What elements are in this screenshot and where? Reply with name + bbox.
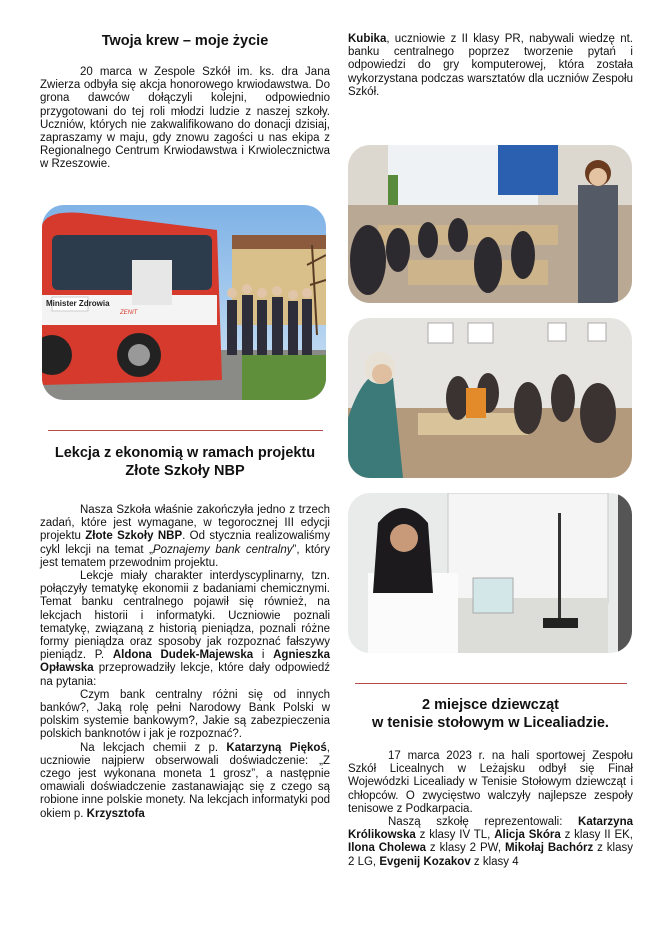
article-paragraph: Na lekcjach chemii z p. Katarzyną Piękoś, uczniowie najpierw obserwowali doświadczenie: „Z czego jest wykonana moneta 1 grosz”, a następnie omawiali doświadczenie zastanawiając się z czego są robione inne polskie monety. Na lekcjach informatyki pod okiem p. Krzysztofa — [40, 741, 330, 820]
article-blood-donation — [40, 32, 330, 172]
blood-donation-bus-photo — [42, 205, 326, 400]
article-paragraph: Lekcje miały charakter interdyscyplinarny, tzn. połączyły tematykę ekonomii z badaniami chemicznymi. Temat banku centralnego pojawił się również, na lekcjach historii i informatyki. Uczniowie poznali tematykę, związaną z historią pieniądza, poznali różne formy pieniądza oraz sposoby jak rozpoznać fałszywy pieniądz. P. Aldona Dudek-Majewska i Agnieszka Opławska przeprowadziły lekcje, które dały odpowiedź na pytania: — [40, 570, 330, 688]
section-divider — [355, 683, 627, 684]
article-paragraph: Czym bank centralny różni się od innych banków?, Jaką rolę pełni Narodowy Bank Polski w polskim systemie bankowym?, Jakie są zabezpieczenia polskich banknotów i jak je rozpoznać?. — [40, 688, 330, 741]
article-title: Twoja krew – moje życie — [101, 33, 269, 49]
article-paragraph: Kubika, uczniowie z II klasy PR, nabywali wiedzę nt. banku centralnego poprzez tworzenie pytań i odpowiedzi do gry komputerowej, która została wykorzystana podczas warsztatów dla uczniów Zespołu Szkół. — [348, 33, 633, 98]
article-title-line2: Złote Szkoły NBP — [125, 463, 245, 479]
chemistry-lab-photo — [348, 493, 632, 653]
article-paragraph: Nasza Szkoła właśnie zakończyła jedno z trzech zadań, które jest wymagane, w tegorocznej III edycji projektu Złote Szkoły NBP. Od stycznia realizowaliśmy cykl lekcji na temat „Poznajemy bank centralny”, który jest tematem przewodnim projektu. — [40, 504, 331, 569]
article-title-line1: 2 miejsce dziewcząt — [421, 697, 559, 713]
article-nbp-lesson — [40, 444, 330, 821]
article-title-line1: Lekcja z ekonomią w ramach projektu — [54, 445, 316, 461]
bus-label: Minister Zdrowia — [46, 299, 110, 308]
section-divider — [48, 430, 323, 431]
article-title-line2: w tenisie stołowym w Licealiadzie. — [372, 715, 609, 731]
classroom-photo-1 — [348, 145, 632, 303]
bus-logo: ZENIT — [120, 310, 138, 316]
article-nbp-continuation — [348, 33, 633, 99]
article-table-tennis — [348, 696, 633, 869]
article-paragraph: Naszą szkołę reprezentowali: Katarzyna Królikowska z klasy IV TL, Alicja Skóra z klasy II EK, Ilona Cholewa z klasy 2 PW, Mikołaj Bachórz z klasy 2 LG, Evgenij Kozakov z klasy 4 — [348, 816, 633, 868]
article-paragraph: 17 marca 2023 r. na hali sportowej Zespołu Szkół Licealnych w Leżajsku odbył się Finał Wojewódzki Licealiady w Tenisie Stołowym dziewcząt i chłopców. O zwycięstwo walczyły najlepsze zespoły tenisowe z Podkarpacia. — [348, 750, 633, 815]
classroom-photo-2 — [348, 318, 632, 478]
article-paragraph: 20 marca w Zespole Szkół im. ks. dra Jana Zwierza odbyła się akcja honorowego krwiodawstwa. Do grona dawców dołączyli kolejni, odpowiednio przygotowani do tej roli młodzi ludzie z naszej szkoły. Uczniów, których nie zakwalifikowano do donacji dzisiaj, zapraszamy w maju, gdy znowu zagości u nas ekipa z Regionalnego Centrum Krwiodawstwa i Krwiolecznictwa w Rzeszowie. — [40, 66, 330, 171]
